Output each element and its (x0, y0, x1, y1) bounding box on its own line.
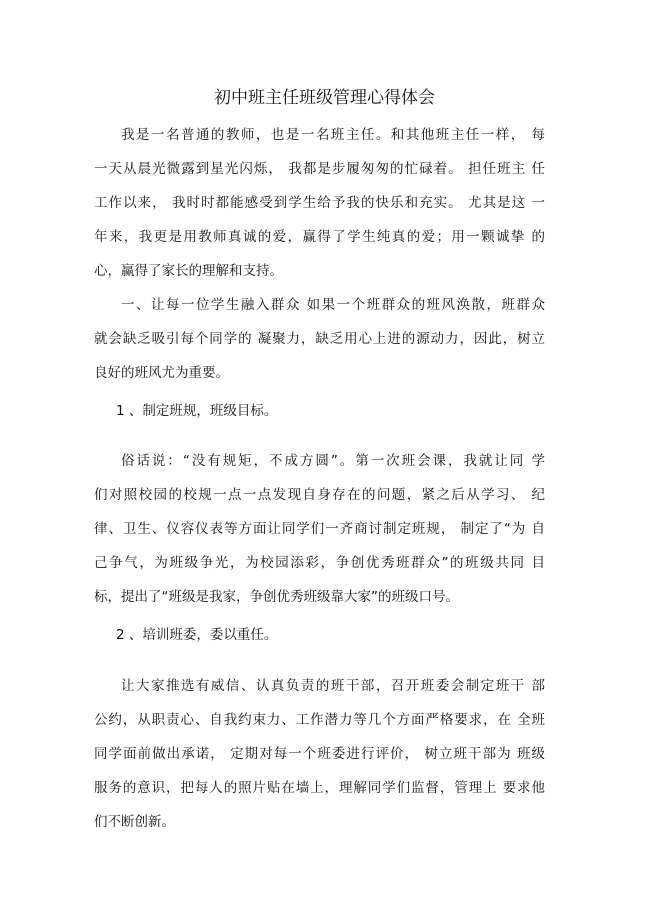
paragraph-1-line-4: 年来，我更是用教师真诚的爱，赢得了学生纯真的爱；用一颗诚挚 的 (94, 229, 545, 245)
paragraph-4-line-3: 同学面前做出承诺， 定期对每一个班委进行评价， 树立班干部为 班级 (94, 746, 545, 762)
paragraph-3-line-3: 律、卫生、仪容仪表等方面让同学们一齐商讨制定班规， 制定了“为 自 (94, 521, 545, 537)
section-heading-1: 1 、制定班规，班级目标。 (116, 403, 278, 419)
paragraph-3-line-4: 己争气，为班级争光，为校园添彩，争创优秀班群众”的班级共同 目 (94, 555, 545, 571)
paragraph-4-line-4: 服务的意识，把每人的照片贴在墙上，理解同学们监督，管理上 要求他 (94, 780, 545, 796)
paragraph-3-line-2: 们对照校园的校规一点一点发现自身存在的问题，紧之后从学习、 纪 (94, 487, 545, 503)
paragraph-3-line-5: 标，提出了“班级是我家，争创优秀班级靠大家”的班级口号。 (94, 589, 459, 605)
paragraph-3-line-1: 俗话说：“没有规矩，不成方圆”。第一次班会课，我就让同 学 (121, 453, 545, 469)
paragraph-1-line-5: 心，赢得了家长的理解和支持。 (94, 263, 283, 279)
paragraph-2-line-1: 一、让每一位学生融入群众 如果一个班群众的班风涣散，班群众 (121, 297, 545, 313)
document-title: 初中班主任班级管理心得体会 (214, 88, 435, 108)
paragraph-1-line-1: 我是一名普通的教师，也是一名班主任。和其他班主任一样， 每 (121, 127, 545, 143)
section-heading-2: 2 、培训班委，委以重任。 (116, 627, 278, 643)
paragraph-4-line-5: 们不断创新。 (94, 814, 175, 830)
paragraph-2-line-3: 良好的班风尤为重要。 (94, 365, 229, 381)
paragraph-4-line-1: 让大家推选有威信、认真负责的班干部，召开班委会制定班干 部 (121, 678, 545, 694)
paragraph-1-line-3: 工作以来， 我时时都能感受到学生给予我的快乐和充实。 尤其是这 一 (94, 195, 545, 211)
paragraph-1-line-2: 一天从晨光微露到星光闪烁， 我都是步履匆匆的忙碌着。 担任班主 任 (94, 161, 545, 177)
paragraph-4-line-2: 公约，从职责心、自我约束力、工作潜力等几个方面严格要求，在 全班 (94, 712, 545, 728)
paragraph-2-line-2: 就会缺乏吸引每个同学的 凝聚力，缺乏用心上进的源动力，因此，树立 (94, 331, 545, 347)
